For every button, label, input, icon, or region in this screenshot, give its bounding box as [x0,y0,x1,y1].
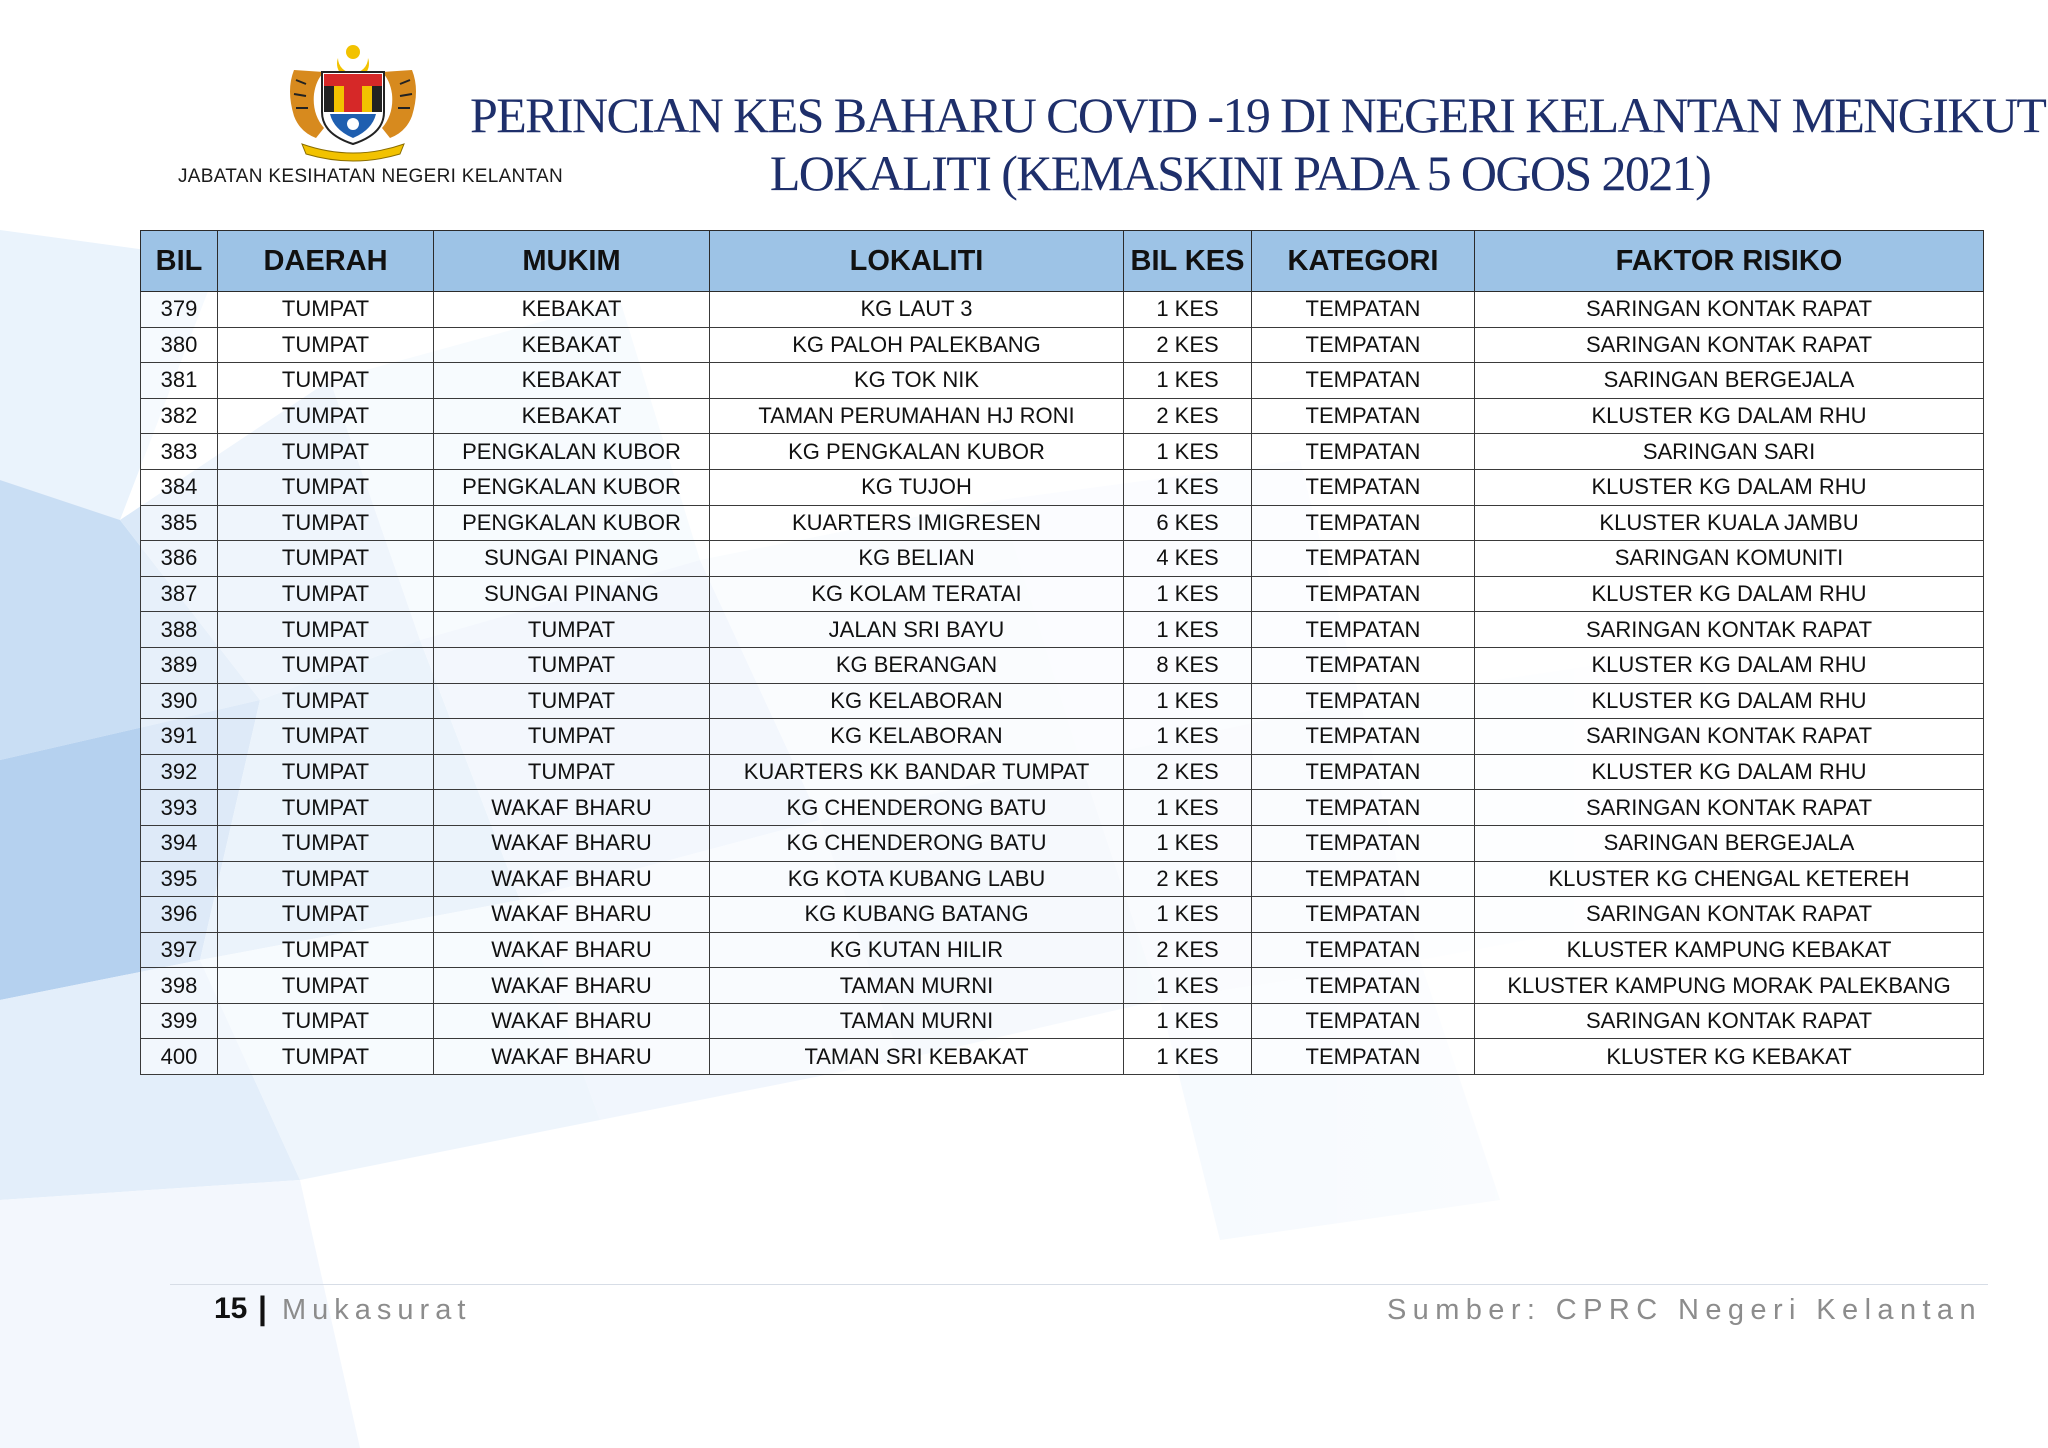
cell-bil-kes: 2 KES [1124,327,1252,363]
cell-bil-kes: 2 KES [1124,398,1252,434]
cell-lokaliti: KUARTERS KK BANDAR TUMPAT [710,754,1124,790]
cell-lokaliti: KG CHENDERONG BATU [710,825,1124,861]
cell-bil: 387 [141,576,218,612]
cell-bil-kes: 1 KES [1124,897,1252,933]
cell-bil-kes: 1 KES [1124,434,1252,470]
cell-kategori: TEMPATAN [1252,612,1475,648]
malaysia-coat-of-arms-icon [272,40,434,164]
cell-daerah: TUMPAT [218,754,434,790]
cell-faktor-risiko: SARINGAN BERGEJALA [1475,363,1984,399]
cell-bil-kes: 1 KES [1124,1003,1252,1039]
page-title [470,86,2046,202]
cell-bil: 386 [141,541,218,577]
cell-mukim: KEBAKAT [434,327,710,363]
cell-faktor-risiko: KLUSTER KG DALAM RHU [1475,469,1984,505]
cell-kategori: TEMPATAN [1252,754,1475,790]
cell-lokaliti: KG BELIAN [710,541,1124,577]
cell-lokaliti: KG TOK NIK [710,363,1124,399]
cell-daerah: TUMPAT [218,1003,434,1039]
cell-bil-kes: 1 KES [1124,683,1252,719]
table-row [141,541,1984,577]
agency-name: JABATAN KESIHATAN NEGERI KELANTAN [178,166,564,187]
page-number: 15 [214,1292,248,1325]
page-label: Mukasurat [282,1294,472,1326]
cell-bil-kes: 4 KES [1124,541,1252,577]
cell-kategori: TEMPATAN [1252,719,1475,755]
cell-lokaliti: KG BERANGAN [710,647,1124,683]
cell-kategori: TEMPATAN [1252,363,1475,399]
page-title-line-1: PERINCIAN KES BAHARU COVID -19 DI NEGERI KELANTAN MENGIKUT [470,87,2046,143]
cell-daerah: TUMPAT [218,292,434,328]
column-header-bil: BIL [141,231,218,292]
cell-bil: 400 [141,1039,218,1075]
cell-bil: 397 [141,932,218,968]
cell-lokaliti: TAMAN SRI KEBAKAT [710,1039,1124,1075]
table-row [141,292,1984,328]
cell-faktor-risiko: KLUSTER KG DALAM RHU [1475,576,1984,612]
cell-lokaliti: KG PALOH PALEKBANG [710,327,1124,363]
cell-mukim: WAKAF BHARU [434,1003,710,1039]
cell-faktor-risiko: SARINGAN KONTAK RAPAT [1475,790,1984,826]
cell-daerah: TUMPAT [218,719,434,755]
cell-mukim: SUNGAI PINANG [434,541,710,577]
cell-mukim: WAKAF BHARU [434,861,710,897]
cell-bil-kes: 1 KES [1124,363,1252,399]
cell-faktor-risiko: KLUSTER KG CHENGAL KETEREH [1475,861,1984,897]
cell-faktor-risiko: SARINGAN KONTAK RAPAT [1475,897,1984,933]
cell-bil-kes: 1 KES [1124,1039,1252,1075]
cell-bil-kes: 1 KES [1124,292,1252,328]
cell-faktor-risiko: KLUSTER KG DALAM RHU [1475,647,1984,683]
table-row [141,398,1984,434]
source-note: Sumber: CPRC Negeri Kelantan [1386,1294,1982,1326]
table-body [141,292,1984,1075]
cell-kategori: TEMPATAN [1252,576,1475,612]
cell-mukim: TUMPAT [434,612,710,648]
cell-bil: 390 [141,683,218,719]
table-row [141,469,1984,505]
cell-daerah: TUMPAT [218,434,434,470]
cell-mukim: PENGKALAN KUBOR [434,505,710,541]
cell-daerah: TUMPAT [218,683,434,719]
table-row [141,897,1984,933]
cell-bil-kes: 1 KES [1124,825,1252,861]
cell-kategori: TEMPATAN [1252,790,1475,826]
cell-daerah: TUMPAT [218,398,434,434]
cell-kategori: TEMPATAN [1252,825,1475,861]
cell-mukim: KEBAKAT [434,292,710,328]
table-row [141,968,1984,1004]
cell-lokaliti: TAMAN MURNI [710,968,1124,1004]
footer-divider [170,1284,1988,1285]
cell-faktor-risiko: SARINGAN KONTAK RAPAT [1475,1003,1984,1039]
cell-kategori: TEMPATAN [1252,505,1475,541]
cell-daerah: TUMPAT [218,327,434,363]
cases-table [140,230,1984,1075]
cell-daerah: TUMPAT [218,647,434,683]
column-header-faktor-risiko: FAKTOR RISIKO [1475,231,1984,292]
column-header-kategori: KATEGORI [1252,231,1475,292]
cell-mukim: KEBAKAT [434,398,710,434]
cell-lokaliti: KG LAUT 3 [710,292,1124,328]
table-row [141,683,1984,719]
cell-daerah: TUMPAT [218,968,434,1004]
cell-daerah: TUMPAT [218,363,434,399]
cell-bil-kes: 1 KES [1124,612,1252,648]
cell-daerah: TUMPAT [218,505,434,541]
cell-faktor-risiko: SARINGAN KONTAK RAPAT [1475,292,1984,328]
column-header-bil-kes: BIL KES [1124,231,1252,292]
cell-faktor-risiko: KLUSTER KG DALAM RHU [1475,398,1984,434]
column-header-daerah: DAERAH [218,231,434,292]
cell-daerah: TUMPAT [218,932,434,968]
cell-mukim: WAKAF BHARU [434,1039,710,1075]
cell-daerah: TUMPAT [218,469,434,505]
column-header-mukim: MUKIM [434,231,710,292]
cell-kategori: TEMPATAN [1252,932,1475,968]
table-row [141,1003,1984,1039]
cell-lokaliti: KG KELABORAN [710,719,1124,755]
cell-mukim: WAKAF BHARU [434,825,710,861]
cell-lokaliti: KG PENGKALAN KUBOR [710,434,1124,470]
cell-bil-kes: 1 KES [1124,968,1252,1004]
cell-bil: 384 [141,469,218,505]
cell-bil-kes: 1 KES [1124,576,1252,612]
cell-kategori: TEMPATAN [1252,861,1475,897]
cell-kategori: TEMPATAN [1252,327,1475,363]
cell-bil-kes: 1 KES [1124,790,1252,826]
cell-bil: 392 [141,754,218,790]
table-row [141,825,1984,861]
cell-daerah: TUMPAT [218,861,434,897]
cell-kategori: TEMPATAN [1252,968,1475,1004]
cell-daerah: TUMPAT [218,612,434,648]
cell-bil-kes: 2 KES [1124,754,1252,790]
table-row [141,932,1984,968]
cell-bil: 382 [141,398,218,434]
cell-mukim: SUNGAI PINANG [434,576,710,612]
cell-kategori: TEMPATAN [1252,541,1475,577]
cell-bil: 383 [141,434,218,470]
cell-mukim: TUMPAT [434,683,710,719]
table-row [141,327,1984,363]
cell-daerah: TUMPAT [218,825,434,861]
cell-kategori: TEMPATAN [1252,897,1475,933]
cell-kategori: TEMPATAN [1252,398,1475,434]
table-row [141,505,1984,541]
cell-mukim: WAKAF BHARU [434,968,710,1004]
cell-bil: 399 [141,1003,218,1039]
cell-bil: 391 [141,719,218,755]
cell-mukim: TUMPAT [434,754,710,790]
cell-mukim: TUMPAT [434,719,710,755]
cell-kategori: TEMPATAN [1252,647,1475,683]
cell-bil: 385 [141,505,218,541]
cell-kategori: TEMPATAN [1252,434,1475,470]
cell-faktor-risiko: SARINGAN KONTAK RAPAT [1475,719,1984,755]
cell-mukim: WAKAF BHARU [434,932,710,968]
cell-kategori: TEMPATAN [1252,1003,1475,1039]
cell-bil-kes: 1 KES [1124,719,1252,755]
page-title-line-2: LOKALITI (KEMASKINI PADA 5 OGOS 2021) [769,145,1711,201]
cell-bil: 398 [141,968,218,1004]
cell-bil: 389 [141,647,218,683]
cell-bil: 393 [141,790,218,826]
cell-lokaliti: KG CHENDERONG BATU [710,790,1124,826]
cell-bil: 395 [141,861,218,897]
cell-faktor-risiko: SARINGAN KONTAK RAPAT [1475,327,1984,363]
cell-bil-kes: 1 KES [1124,469,1252,505]
cell-lokaliti: TAMAN PERUMAHAN HJ RONI [710,398,1124,434]
table-header-row [141,231,1984,292]
cell-lokaliti: KG KELABORAN [710,683,1124,719]
cell-mukim: TUMPAT [434,647,710,683]
cell-bil-kes: 2 KES [1124,861,1252,897]
cell-kategori: TEMPATAN [1252,1039,1475,1075]
cell-daerah: TUMPAT [218,790,434,826]
cell-bil: 394 [141,825,218,861]
table-row [141,647,1984,683]
table-row [141,861,1984,897]
cell-bil: 381 [141,363,218,399]
cell-daerah: TUMPAT [218,897,434,933]
column-header-lokaliti: LOKALITI [710,231,1124,292]
cell-lokaliti: KG KOLAM TERATAI [710,576,1124,612]
table-row [141,612,1984,648]
table-row [141,363,1984,399]
table-row [141,576,1984,612]
cell-bil: 396 [141,897,218,933]
cell-lokaliti: KG KOTA KUBANG LABU [710,861,1124,897]
cell-faktor-risiko: SARINGAN BERGEJALA [1475,825,1984,861]
cell-bil-kes: 2 KES [1124,932,1252,968]
cell-lokaliti: TAMAN MURNI [710,1003,1124,1039]
cell-bil: 388 [141,612,218,648]
cell-bil-kes: 6 KES [1124,505,1252,541]
cell-faktor-risiko: KLUSTER KG KEBAKAT [1475,1039,1984,1075]
page-separator: | [258,1290,267,1326]
cell-lokaliti: KG TUJOH [710,469,1124,505]
table-row [141,790,1984,826]
cell-lokaliti: KG KUTAN HILIR [710,932,1124,968]
cell-mukim: PENGKALAN KUBOR [434,469,710,505]
cell-mukim: WAKAF BHARU [434,897,710,933]
cell-bil-kes: 8 KES [1124,647,1252,683]
table-row [141,754,1984,790]
cell-lokaliti: KG KUBANG BATANG [710,897,1124,933]
cell-kategori: TEMPATAN [1252,292,1475,328]
cell-daerah: TUMPAT [218,1039,434,1075]
cell-daerah: TUMPAT [218,541,434,577]
table-row [141,1039,1984,1075]
cell-bil: 380 [141,327,218,363]
cell-daerah: TUMPAT [218,576,434,612]
cell-kategori: TEMPATAN [1252,683,1475,719]
cell-faktor-risiko: KLUSTER KG DALAM RHU [1475,754,1984,790]
table-row [141,434,1984,470]
cell-mukim: WAKAF BHARU [434,790,710,826]
cell-faktor-risiko: SARINGAN SARI [1475,434,1984,470]
cell-kategori: TEMPATAN [1252,469,1475,505]
cell-lokaliti: JALAN SRI BAYU [710,612,1124,648]
cell-faktor-risiko: KLUSTER KAMPUNG MORAK PALEKBANG [1475,968,1984,1004]
cell-mukim: KEBAKAT [434,363,710,399]
cell-faktor-risiko: KLUSTER KUALA JAMBU [1475,505,1984,541]
cell-faktor-risiko: SARINGAN KOMUNITI [1475,541,1984,577]
cell-bil: 379 [141,292,218,328]
cell-faktor-risiko: SARINGAN KONTAK RAPAT [1475,612,1984,648]
table-row [141,719,1984,755]
cell-faktor-risiko: KLUSTER KG DALAM RHU [1475,683,1984,719]
cell-mukim: PENGKALAN KUBOR [434,434,710,470]
cell-faktor-risiko: KLUSTER KAMPUNG KEBAKAT [1475,932,1984,968]
cell-lokaliti: KUARTERS IMIGRESEN [710,505,1124,541]
